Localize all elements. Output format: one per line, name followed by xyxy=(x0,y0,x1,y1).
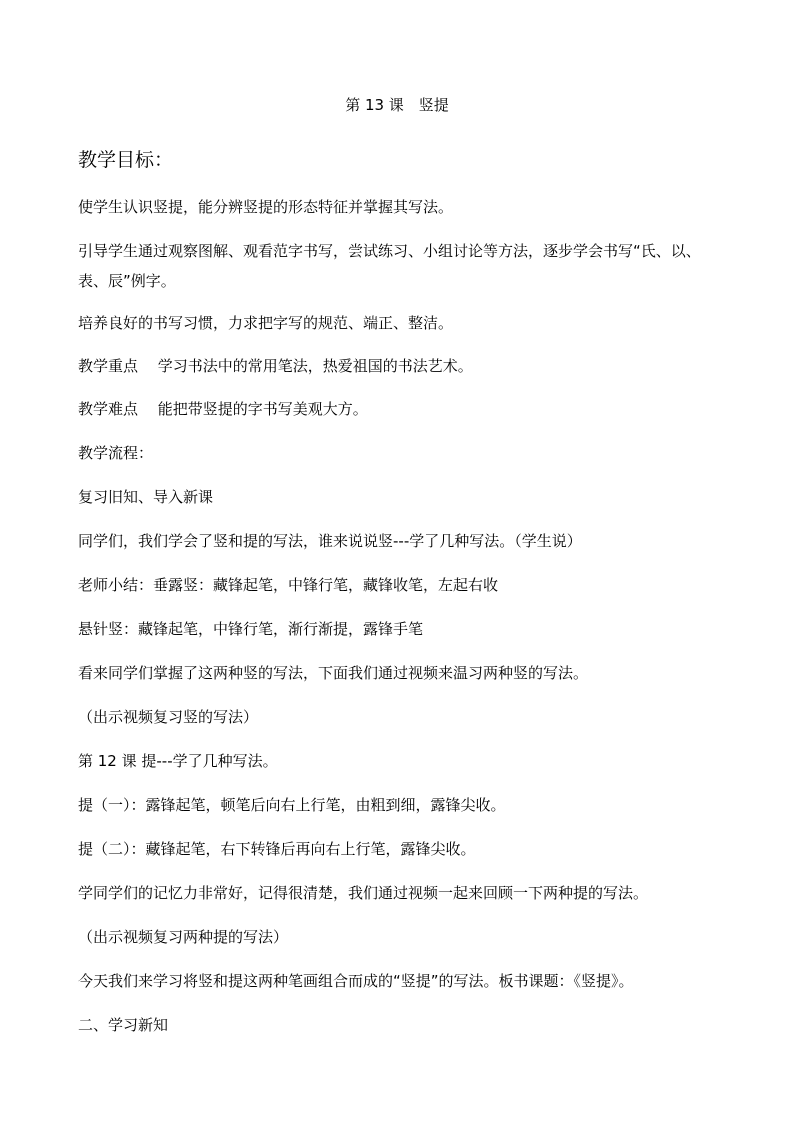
teaching-goals-heading: 教学目标： xyxy=(78,149,174,171)
paragraph: 教学流程： xyxy=(78,444,154,462)
lesson-title: 第 13 课 竖提 xyxy=(345,96,449,114)
paragraph: 提（一）：露锋起笔，顿笔后向右上行笔，由粗到细，露锋尖收。 xyxy=(78,796,506,814)
paragraph: 第 12 课 提---学了几种写法。 xyxy=(78,752,278,770)
paragraph: 悬针竖：藏锋起笔，中锋行笔，渐行渐提，露锋手笔 xyxy=(78,620,424,638)
paragraph: 提（二）：藏锋起笔，右下转锋后再向右上行笔，露锋尖收。 xyxy=(78,840,476,858)
paragraph: 引导学生通过观察图解、观看范字书写，尝试练习、小组讨论等方法，逐步学会书写“氏、以、表、辰”例字。 xyxy=(78,242,701,290)
paragraph: 复习旧知、导入新课 xyxy=(78,488,214,506)
paragraph: （出示视频复习竖的写法） xyxy=(78,708,259,726)
paragraph: （出示视频复习两种提的写法） xyxy=(78,928,289,946)
paragraph: 教学难点 能把带竖提的字书写美观大方。 xyxy=(78,400,368,418)
paragraph: 今天我们来学习将竖和提这两种笔画组合而成的“竖提”的写法。板书课题：《竖提》。 xyxy=(78,972,634,990)
paragraph: 看来同学们掌握了这两种竖的写法，下面我们通过视频来温习两种竖的写法。 xyxy=(78,664,589,682)
paragraph: 培养良好的书写习惯，力求把字写的规范、端正、整洁。 xyxy=(78,314,454,332)
paragraph: 使学生认识竖提，能分辨竖提的形态特征并掌握其写法。 xyxy=(78,198,454,216)
paragraph: 老师小结：垂露竖：藏锋起笔，中锋行笔，藏锋收笔，左起右收 xyxy=(78,576,499,594)
section-heading: 二、学习新知 xyxy=(78,1016,169,1034)
paragraph: 学同学们的记忆力非常好，记得很清楚，我们通过视频一起来回顾一下两种提的写法。 xyxy=(78,884,649,902)
paragraph: 教学重点 学习书法中的常用笔法，热爱祖国的书法艺术。 xyxy=(78,357,473,375)
paragraph: 同学们，我们学会了竖和提的写法，谁来说说竖---学了几种写法。（学生说） xyxy=(78,532,582,550)
